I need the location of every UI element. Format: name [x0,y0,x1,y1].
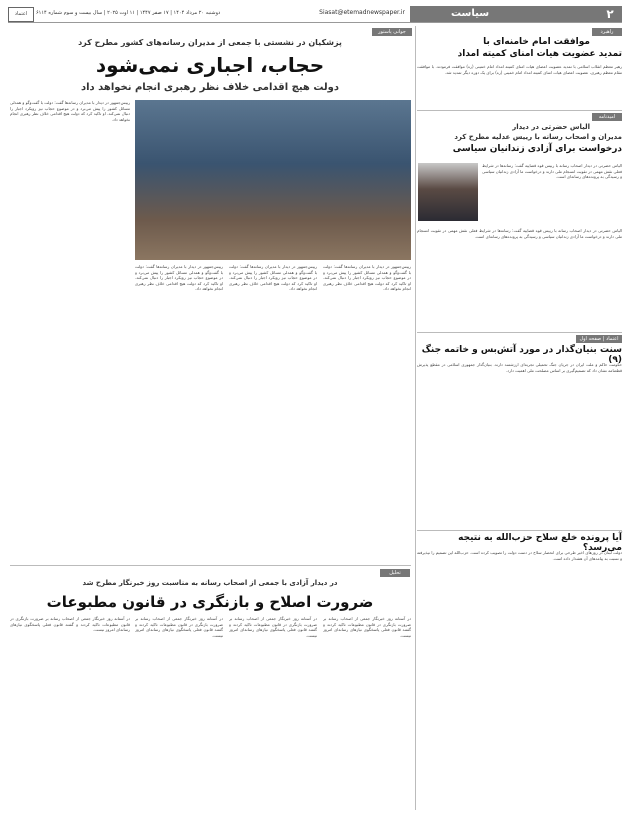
story-rahbar-body: رهبر معظم انقلاب اسلامی با تمدید عضویت اعضای هیات امنای کمیته امداد امام خمینی (ره) موافقت فرمودند. با موافقت مقام معظم رهبری، عضویت اعضای هیات امنای کمیته امداد امام خمینی (ره) برای یک دوره دیگر تمدید شد. [417,64,622,75]
headline-rahbar-line1: موافقت امام خامنه‌ای با [483,37,590,47]
divider [417,110,622,111]
divider [417,530,622,531]
story-matbouat-col-a: در آستانه روز خبرنگار جمعی از اصحاب رسانه بر ضرورت بازنگری در قانون مطبوعات تاکید کردند و گفتند قانون فعلی پاسخگوی نیازهای رسانه‌ای امروز نیست. [323,616,411,638]
kicker-tahlil: تحلیل [380,569,410,577]
kicker-front-page: اعتماد | صفحه اول [576,335,622,343]
story-matbouat-col-c: در آستانه روز خبرنگار جمعی از اصحاب رسانه بر ضرورت بازنگری در قانون مطبوعات تاکید کردند و گفتند قانون فعلی پاسخگوی نیازهای رسانه‌ای امروز نیست. [135,616,223,638]
story-hijab-col-a: رییس‌جمهور در دیدار با مدیران رسانه‌ها گفت: دولت با گفت‌وگو و همدلی مسائل کشور را پیش می‌برد و در موضوع حجاب نیز رویکرد اجبار را دنبال نمی‌کند. او تاکید کرد که دولت هیچ اقدامی خلاف نظر رهبری انجام نخواهد داد. [323,264,411,292]
story-hazrati-body-a: الیاس حضرتی در دیدار اصحاب رسانه با رییس قوه قضاییه گفت: رسانه‌ها در شرایط فعلی نقش مهمی در تقویت انسجام ملی دارند و درخواست ما آزادی زندانیان سیاسی و رسیدگی به پرونده‌های رسانه‌ای است. [482,163,622,180]
divider [10,565,411,566]
headline-hazrati-line1: الیاس حضرتی در دیدار [512,123,590,131]
headline-hezbollah: آیا پرونده خلع سلاح حزب‌الله به نتیجه می‌رسد؟ [458,533,622,553]
supertitle-matbouat: در دیدار آزادی با جمعی از اصحاب رسانه به مناسبت روز خبرنگار مطرح شد [82,579,338,587]
supertitle-pezeshkian: پزشکیان در نشستی با جمعی از مدیران رسانه‌های کشور مطرح کرد [78,38,342,47]
hazrati-photo [418,163,478,221]
headline-rahbar-line2: تمدید عضویت هیات امنای کمیته امداد [457,49,622,59]
story-matbouat-col-b: در آستانه روز خبرنگار جمعی از اصحاب رسانه بر ضرورت بازنگری در قانون مطبوعات تاکید کردند و گفتند قانون فعلی پاسخگوی نیازهای رسانه‌ای امروز نیست. [229,616,317,638]
kicker-omidnameh: امیدنامه [592,113,622,121]
page-number: ۲ [606,7,614,21]
column-divider [415,26,416,810]
meeting-photo [135,100,411,260]
issue-date: دوشنبه ۲۰ مرداد ۱۴۰۴ | ۱۷ صفر ۱۴۴۷ | ۱۱ اوت ۲۰۲۵ | سال بیست و سوم شماره ۶۱۱۴ [36,10,221,16]
story-sonnat-body: حکومت حاکم و ملت ایران در جریان جنگ تحمیلی تجربه‌ای ارزشمند دارند. بنیان‌گذار جمهوری اسلامی در مقطع پذیرش قطعنامه نشان داد که تصمیم‌گیری بر اساس مصلحت ملی اهمیت دارد. [417,362,622,373]
headline-sonnat: سنت بنیان‌گذار در مورد آتش‌بس و خاتمه جنگ (۹) [421,345,622,365]
headline-hijab: حجاب، اجباری نمی‌شود [95,53,325,77]
headline-hazrati-line2: مدیران و اصحاب رسانه با رییس عدلیه مطرح کرد [454,133,622,141]
story-matbouat-col-d: در آستانه روز خبرنگار جمعی از اصحاب رسانه بر ضرورت بازنگری در قانون مطبوعات تاکید کردند و گفتند قانون فعلی پاسخگوی نیازهای رسانه‌ای امروز نیست. [10,616,130,633]
website-address[interactable]: Siasat@etemadnewspaper.ir [319,9,405,16]
story-hijab-col-left: رییس‌جمهور در دیدار با مدیران رسانه‌ها گفت: دولت با گفت‌وگو و همدلی مسائل کشور را پیش می‌برد و در موضوع حجاب نیز رویکرد اجبار را دنبال نمی‌کند. او تاکید کرد که دولت هیچ اقدامی خلاف نظر رهبری انجام نخواهد داد. [10,100,130,122]
story-hijab-col-b: رییس‌جمهور در دیدار با مدیران رسانه‌ها گفت: دولت با گفت‌وگو و همدلی مسائل کشور را پیش می‌برد و در موضوع حجاب نیز رویکرد اجبار را دنبال نمی‌کند. او تاکید کرد که دولت هیچ اقدامی خلاف نظر رهبری انجام نخواهد داد. [229,264,317,292]
subtitle-hijab: دولت هیچ اقدامی خلاف نظر رهبری انجام نخواهد داد [80,82,340,93]
newspaper-logo: اعتماد [8,7,34,22]
section-title: سیاست [450,8,490,19]
headline-hazrati-line3: درخواست برای آزادی زندانیان سیاسی [452,144,622,154]
divider [417,332,622,333]
story-hezbollah-body: دولت لبنان در روزهای اخیر طرحی برای انحصار سلاح در دست دولت را تصویب کرده است. حزب‌الله این تصمیم را نپذیرفته و نسبت به پیامدهای آن هشدار داده است. [417,550,622,561]
story-hijab-col-c: رییس‌جمهور در دیدار با مدیران رسانه‌ها گفت: دولت با گفت‌وگو و همدلی مسائل کشور را پیش می‌برد و در موضوع حجاب نیز رویکرد اجبار را دنبال نمی‌کند. او تاکید کرد که دولت هیچ اقدامی خلاف نظر رهبری انجام نخواهد داد. [135,264,223,292]
story-hazrati-body-b: الیاس حضرتی در دیدار اصحاب رسانه با رییس قوه قضاییه گفت: رسانه‌ها در شرایط فعلی نقش مهمی در تقویت انسجام ملی دارند و درخواست ما آزادی زندانیان سیاسی و رسیدگی به پرونده‌های رسانه‌ای است. [417,228,622,239]
kicker-rahbord: راهبرد [592,28,622,36]
kicker-javani-pastor: جوانی پاستور [372,28,412,36]
headline-matbouat: ضرورت اصلاح و بازنگری در قانون مطبوعات [46,593,374,611]
